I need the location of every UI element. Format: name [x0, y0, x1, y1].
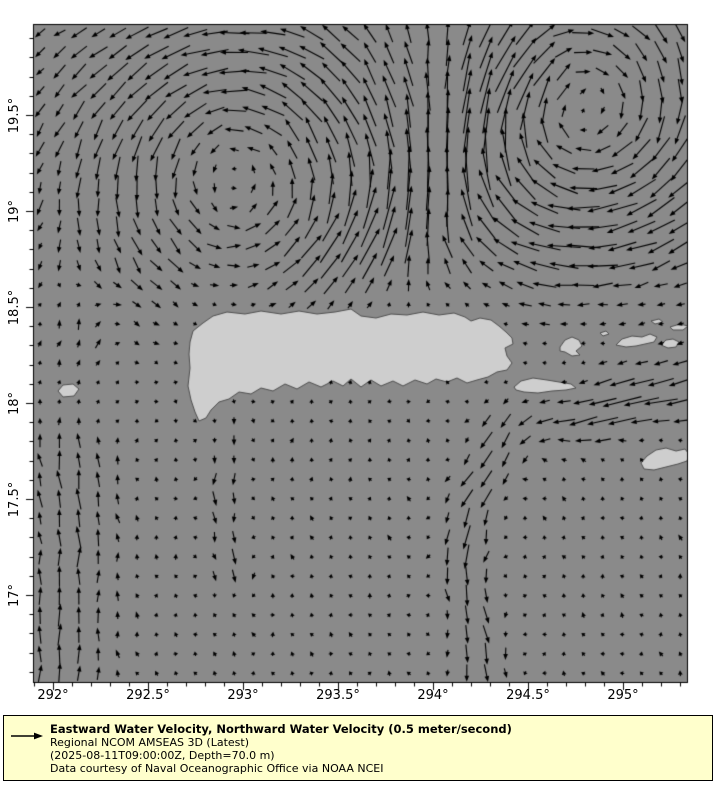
- y-tick-label: 18.5°: [7, 289, 23, 325]
- x-tick-label: 295°: [607, 688, 639, 703]
- legend-text: [50, 716, 712, 780]
- x-tick-label: 292.5°: [126, 688, 170, 703]
- legend-model-line: Regional NCOM AMSEAS 3D (Latest): [50, 736, 249, 749]
- x-tick-label: 294.5°: [506, 688, 550, 703]
- legend-credit-line: Data courtesy of Naval Oceanographic Office via NOAA NCEI: [50, 762, 384, 775]
- x-tick-label: 293°: [227, 688, 259, 703]
- x-tick-label: 293.5°: [316, 688, 360, 703]
- y-tick-label: 17°: [7, 583, 23, 607]
- legend-time-depth-line: (2025-08-11T09:00:00Z, Depth=70.0 m): [50, 749, 275, 762]
- y-tick-label: 17.5°: [7, 481, 23, 517]
- y-tick-label: 19°: [7, 199, 23, 223]
- x-tick-label: 292°: [37, 688, 69, 703]
- x-tick-label: 294°: [417, 688, 449, 703]
- y-tick-label: 18°: [7, 391, 23, 415]
- reference-arrow-icon: [10, 729, 44, 743]
- legend-title: Eastward Water Velocity, Northward Water Velocity (0.5 meter/second): [50, 722, 512, 736]
- legend-box: [3, 715, 713, 781]
- y-tick-label: 19.5°: [7, 97, 23, 133]
- legend-icon-column: [4, 716, 50, 780]
